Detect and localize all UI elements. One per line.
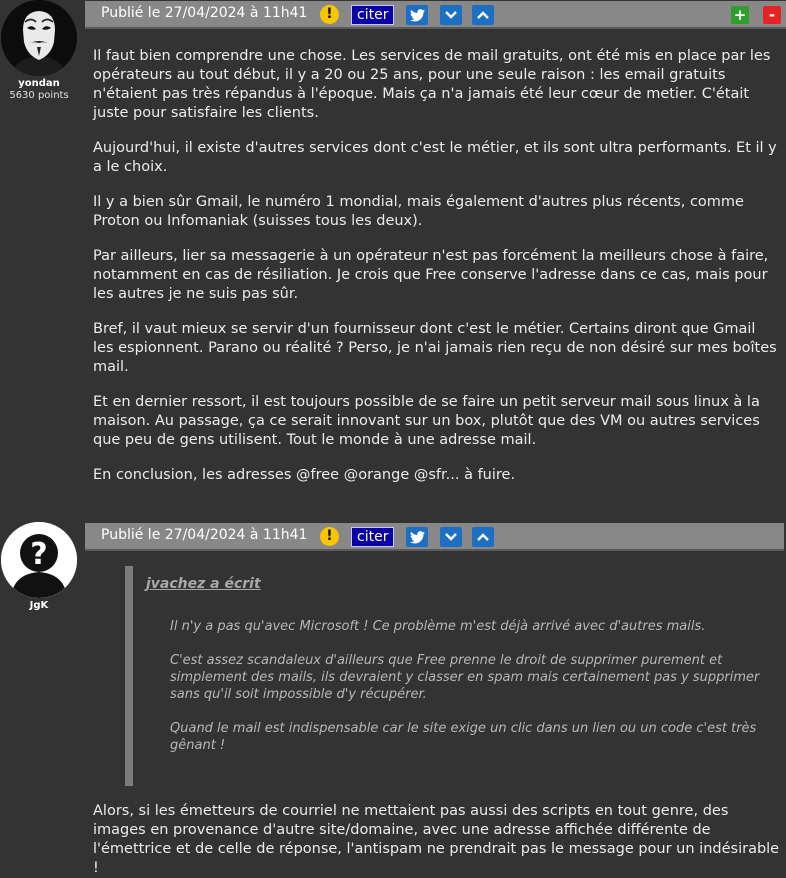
quote-bar: [125, 566, 133, 786]
post-paragraph: Bref, il vaut mieux se servir d'un fournisseur dont c'est le métier. Certains diront que Gmail les espionnent. Parano ou réalité ? Perso, je n'ai jamais rien reçu de non désiré sur mes boîtes mail.: [93, 321, 777, 375]
quote-body: [170, 618, 780, 771]
quote-author[interactable]: jvachez a écrit: [146, 576, 261, 592]
author-block: [0, 522, 78, 612]
author-name[interactable]: JgK: [29, 600, 49, 611]
vote-down-button[interactable]: -: [763, 6, 781, 24]
warning-icon[interactable]: !: [320, 5, 339, 24]
post-paragraph: Et en dernier ressort, il est toujours possible de se faire un petit serveur mail sous linux à la maison. Au passage, ça ce serait innovant sur un box, plutôt que des VM ou autres services que peu de gens utilisent. Tout le monde à une adresse mail.: [93, 394, 760, 448]
cite-button[interactable]: citer: [351, 527, 394, 547]
author-name[interactable]: yondan: [18, 78, 60, 89]
warning-icon[interactable]: !: [320, 527, 339, 546]
quote-paragraph: Quand le mail est indispensable car le site exige un clic dans un lien ou un code c'est très gênant !: [170, 721, 757, 753]
post-paragraph: En conclusion, les adresses @free @orange @sfr... à fuire.: [93, 467, 516, 483]
svg-text:?: ?: [30, 537, 48, 572]
post-paragraph: Par ailleurs, lier sa messagerie à un opérateur n'est pas forcément la meilleurs chose à faire, notamment en cas de résiliation. Je crois que Free conserve l'adresse dans ce cas, mais pour les autres je ne suis pas sûr.: [93, 248, 769, 302]
post-jgk: [0, 522, 786, 876]
vote-up-button[interactable]: +: [731, 6, 749, 24]
post-date: Publié le 27/04/2024 à 11h41: [101, 5, 308, 21]
chevron-up-icon[interactable]: [472, 527, 494, 547]
cite-button[interactable]: citer: [351, 5, 394, 25]
twitter-icon[interactable]: [406, 5, 428, 25]
quote-paragraph: C'est assez scandaleux d'ailleurs que Free prenne le droit de supprimer purement et simplement des mails, ils devraient y classer en spam mais certainement pas y supprimer sans qu'il soit impossible d'y récupérer.: [170, 653, 760, 702]
post-paragraph: Il faut bien comprendre une chose. Les services de mail gratuits, ont été mis en place par les opérateurs au tout début, il y a 20 ou 25 ans, pour une seule raison : les email gratuits n'étaient pas très répandus à l'époque. Mais ça n'a jamais été leur cœur de metier. C'était juste pour satisfaire les clients.: [93, 48, 771, 121]
author-points: 5630 points: [9, 90, 69, 101]
avatar[interactable]: [1, 0, 77, 76]
avatar[interactable]: [1, 522, 77, 598]
post-body: [93, 47, 778, 501]
mask-avatar-image: [1, 0, 77, 76]
twitter-icon[interactable]: [406, 527, 428, 547]
post-body: Alors, si les émetteurs de courriel ne mettaient pas aussi des scripts en tout genre, des images en provenance d'autre site/domaine, avec une adresse affichée différente de l'émettrice et de celle de réponse, l'antispam ne prendrait pas le message pour un indésirable !: [93, 803, 780, 876]
author-block: [0, 0, 78, 102]
chevron-up-icon[interactable]: [472, 5, 494, 25]
chevron-down-icon[interactable]: [440, 5, 462, 25]
post-header-bar: [85, 523, 784, 551]
post-paragraph: Il y a bien sûr Gmail, le numéro 1 mondial, mais également d'autres plus récents, comme Proton ou Infomaniak (suisses tous les deux).: [93, 194, 744, 229]
chevron-down-icon[interactable]: [440, 527, 462, 547]
post-header-bar: [85, 1, 786, 29]
quote-paragraph: Il n'y a pas qu'avec Microsoft ! Ce problème m'est déjà arrivé avec d'autres mails.: [170, 619, 706, 634]
post-paragraph: Aujourd'hui, il existe d'autres services dont c'est le métier, et ils sont ultra performants. Et il y a le choix.: [93, 140, 777, 175]
unknown-user-icon: [1, 522, 77, 598]
post-date: Publié le 27/04/2024 à 11h41: [101, 527, 308, 543]
